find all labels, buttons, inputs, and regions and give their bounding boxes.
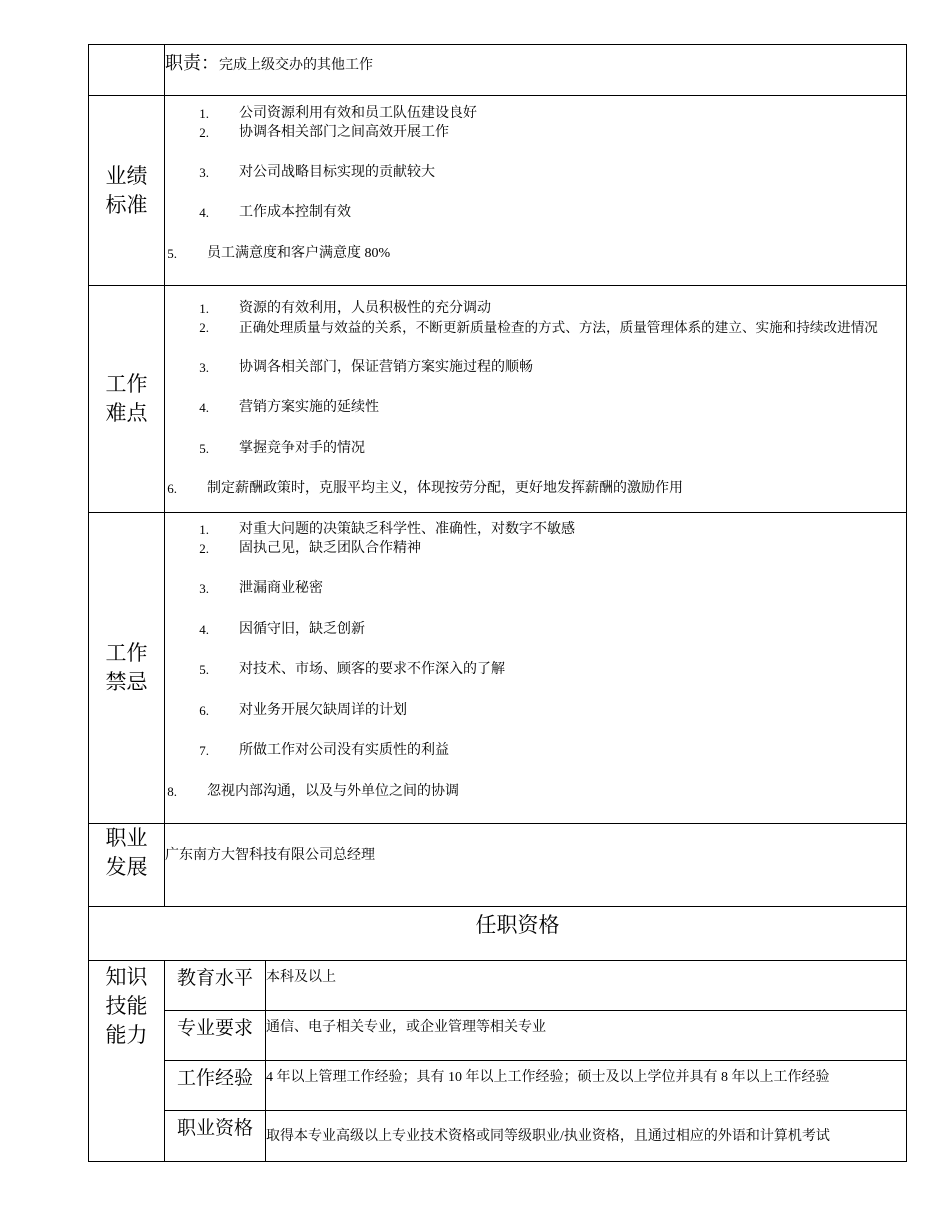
experience-value: 4 年以上管理工作经验；具有 10 年以上工作经验；硕士及以上学位并具有 8 年以上工作经验 [266, 1070, 830, 1085]
career-cell [165, 824, 907, 907]
list-item: 1. 对重大问题的决策缺乏科学性、准确性，对数字不敏感 [199, 522, 575, 537]
qualification-row [89, 961, 907, 1011]
major-value: 通信、电子相关专业，或企业管理等相关专业 [266, 1020, 546, 1035]
performance-label: 业绩 标准 [89, 96, 165, 286]
experience-value-cell [266, 1061, 907, 1111]
list-item: 3. 对公司战略目标实现的贡献较大 [199, 165, 435, 180]
list-item: 1. 公司资源利用有效和员工队伍建设良好 [199, 106, 477, 121]
major-value-cell [266, 1011, 907, 1061]
difficulties-list-cell [165, 286, 907, 513]
list-item: 1. 资源的有效利用，人员积极性的充分调动 [199, 301, 491, 316]
list-item: 3. 协调各相关部门，保证营销方案实施过程的顺畅 [199, 360, 533, 375]
taboos-label: 工作 禁忌 [89, 513, 165, 824]
list-item: 4. 工作成本控制有效 [199, 205, 351, 220]
experience-label: 工作经验 [165, 1061, 266, 1111]
career-label: 职业 发展 [89, 824, 165, 907]
list-item: 6. 制定薪酬政策时，克服平均主义，体现按劳分配，更好地发挥薪酬的激励作用 [167, 481, 683, 496]
list-item: 6. 对业务开展欠缺周详的计划 [199, 703, 407, 718]
qualification-row [89, 1061, 907, 1111]
duty-label-cell [89, 45, 165, 96]
difficulties-label: 工作 难点 [89, 286, 165, 513]
list-item: 5. 对技术、市场、顾客的要求不作深入的了解 [199, 662, 505, 677]
education-value: 本科及以上 [266, 970, 336, 985]
certification-value-cell [266, 1111, 907, 1162]
duty-label: 职责： [165, 53, 219, 74]
taboos-row [89, 513, 907, 824]
duty-cell [165, 45, 907, 96]
list-item: 7. 所做工作对公司没有实质性的利益 [199, 743, 449, 758]
qualifications-label: 知识 技能 能力 [89, 961, 165, 1162]
duty-row [89, 45, 907, 96]
career-text: 广东南方大智科技有限公司总经理 [165, 848, 375, 863]
performance-list-cell [165, 96, 907, 286]
education-value-cell [266, 961, 907, 1011]
certification-label: 职业资格 [165, 1111, 266, 1162]
education-label: 教育水平 [165, 961, 266, 1011]
qualification-row [89, 1111, 907, 1162]
list-item: 3. 泄漏商业秘密 [199, 581, 323, 596]
list-item: 4. 因循守旧，缺乏创新 [199, 622, 365, 637]
performance-row [89, 96, 907, 286]
list-item: 2. 正确处理质量与效益的关系，不断更新质量检查的方式、方法，质量管理体系的建立、实施和持续改进情况 [199, 320, 878, 335]
qualification-row [89, 1011, 907, 1061]
list-item: 2. 协调各相关部门之间高效开展工作 [199, 125, 449, 140]
taboos-list-cell [165, 513, 907, 824]
qualifications-title-cell [89, 907, 907, 961]
major-label: 专业要求 [165, 1011, 266, 1061]
job-description-table [88, 44, 907, 1162]
duty-text: 完成上级交办的其他工作 [219, 58, 373, 73]
list-item: 8. 忽视内部沟通，以及与外单位之间的协调 [167, 784, 459, 799]
list-item: 2. 固执己见，缺乏团队合作精神 [199, 541, 421, 556]
section-title: 任职资格 [475, 913, 560, 937]
career-row [89, 824, 907, 907]
qualifications-title-row [89, 907, 907, 961]
list-item: 4. 营销方案实施的延续性 [199, 400, 379, 415]
certification-value: 取得本专业高级以上专业技术资格或同等级职业/执业资格，且通过相应的外语和计算机考试 [266, 1129, 830, 1144]
list-item: 5. 掌握竞争对手的情况 [199, 441, 365, 456]
list-item: 5. 员工满意度和客户满意度 80% [167, 246, 391, 261]
difficulties-row [89, 286, 907, 513]
